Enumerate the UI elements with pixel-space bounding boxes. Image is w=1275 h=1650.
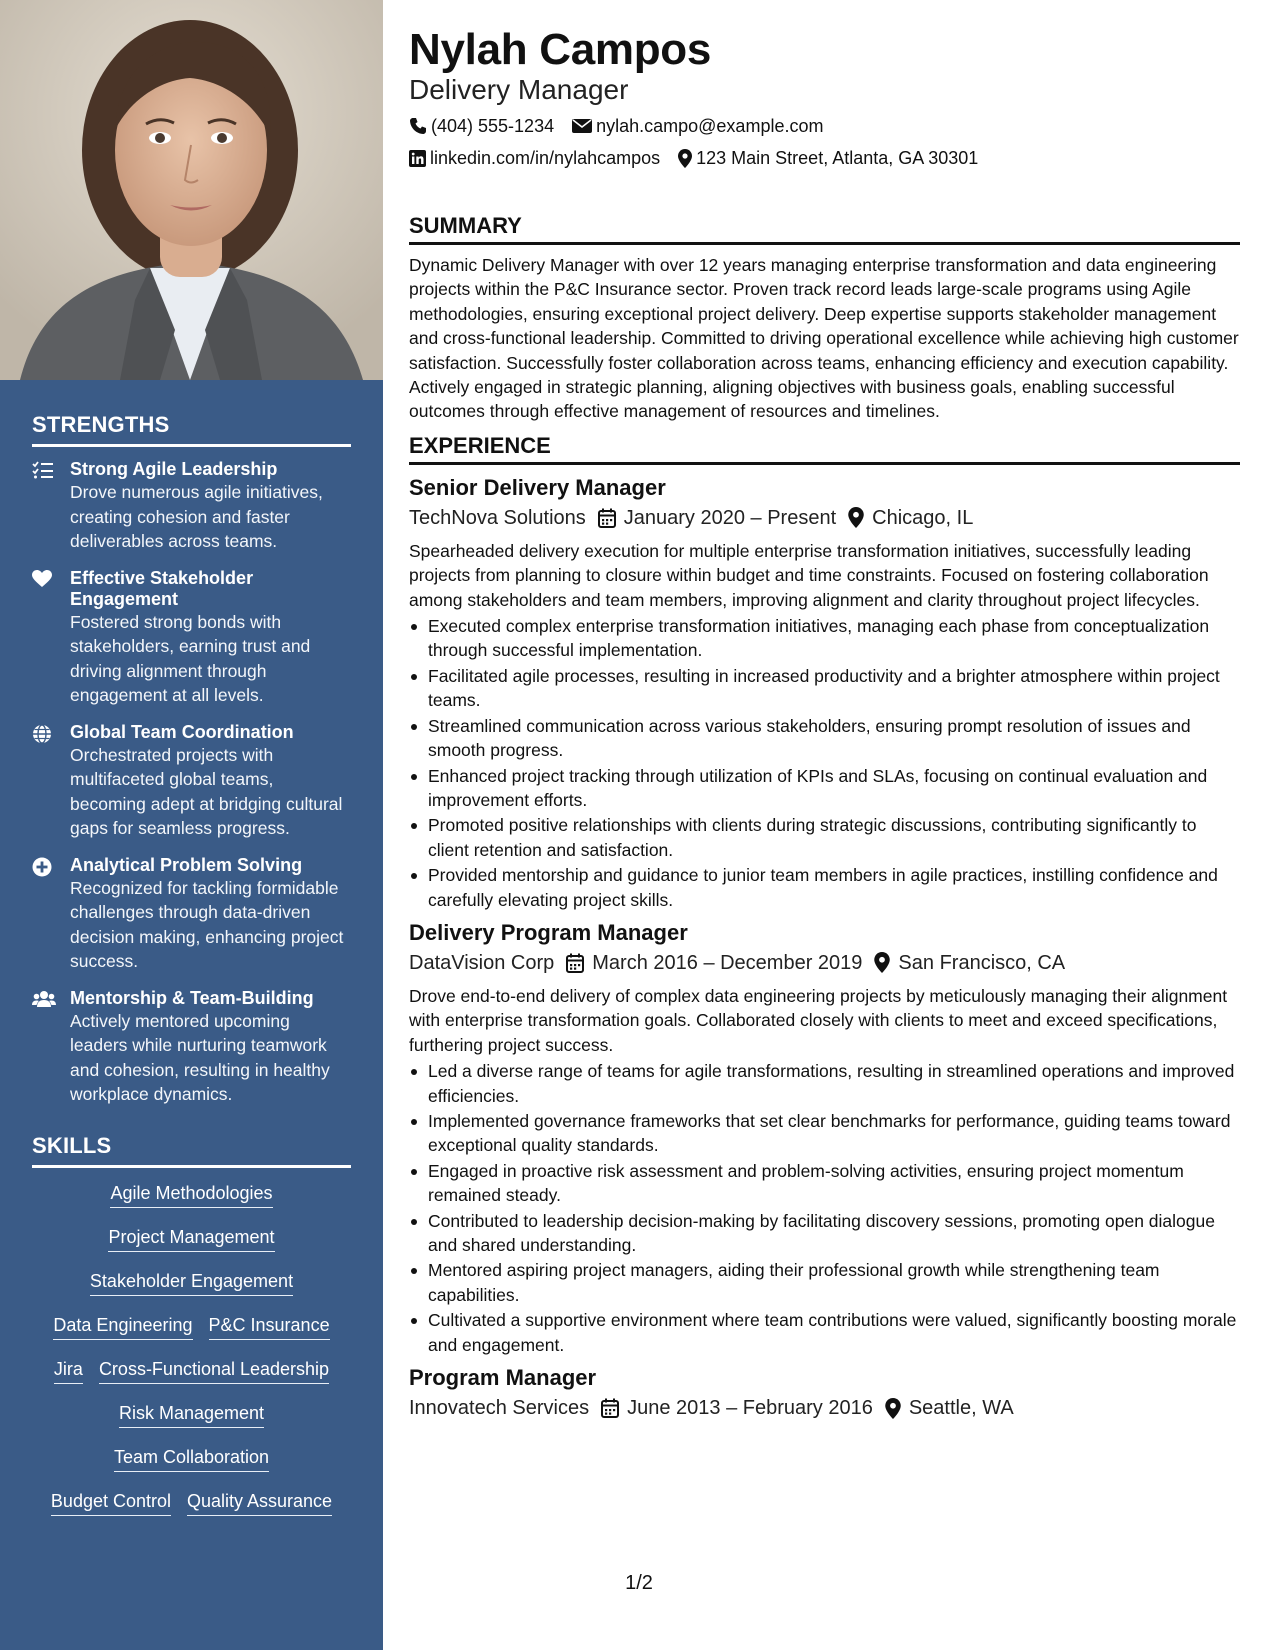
bullet-item: Cultivated a supportive environment where team contributions were valued, significantly boosting morale and engagement. (409, 1308, 1240, 1357)
job-location: San Francisco, CA (898, 951, 1066, 974)
strength-title: Mentorship & Team-Building (70, 987, 314, 1008)
bullet-item: Led a diverse range of teams for agile transformations, resulting in streamlined operations and improved efficiencies. (409, 1059, 1240, 1108)
bullet-item: Mentored aspiring project managers, aiding their professional growth while strengthening team capabilities. (409, 1258, 1240, 1307)
skill-tag: Team Collaboration (114, 1444, 269, 1472)
skills-heading: SKILLS (32, 1133, 351, 1168)
address-contact (678, 146, 978, 170)
linkedin-contact[interactable] (409, 146, 660, 170)
map-pin-icon (678, 149, 692, 168)
strength-desc: Orchestrated projects with multifaceted global teams, becoming adept at bridging cultural gaps for seamless progress. (70, 744, 343, 838)
strength-desc: Actively mentored upcoming leaders while nurturing teamwork and cohesion, resulting in healthy workplace dynamics. (70, 1010, 330, 1104)
strength-title: Analytical Problem Solving (70, 854, 303, 875)
job-description: Drove end-to-end delivery of complex data engineering projects by meticulously managing their alignment with enterprise transformation goals. Collaborated closely with clients to meet and exceed specifications, furthering project success. (409, 985, 1228, 1055)
strength-item (32, 855, 351, 974)
candidate-name: Nylah Campos (409, 25, 712, 74)
sidebar (0, 0, 383, 1650)
skill-tag: Quality Assurance (187, 1488, 332, 1516)
bullet-item: Streamlined communication across various stakeholders, ensuring prompt resolution of issues and smooth progress. (409, 714, 1240, 763)
skill-row (32, 1224, 351, 1252)
linkedin-icon (409, 150, 426, 167)
skill-tag: Budget Control (51, 1488, 171, 1516)
calendar-icon (566, 953, 584, 973)
page-number: 1/2 (625, 1572, 653, 1594)
strength-title: Strong Agile Leadership (70, 459, 278, 479)
globe-icon (32, 722, 70, 841)
strength-title: Effective Stakeholder Engagement (70, 567, 254, 609)
company-name: TechNova Solutions (409, 506, 586, 529)
job-description: Spearheaded delivery execution for multiple enterprise transformation initiatives, successfully leading projects from planning to closure within budget and time constraints. Focused on fostering collaboration among stakeholders and team members, improving alignment and clarity throughout project lifecycles. (409, 540, 1209, 610)
email-text: nylah.campo@example.com (596, 116, 824, 136)
bullet-item: Provided mentorship and guidance to junior team members in agile practices, instilling confidence and carefully elevating project skills. (409, 863, 1240, 912)
job-role: Delivery Program Manager (409, 919, 688, 945)
job-location: Chicago, IL (872, 506, 974, 529)
skill-tag: Jira (54, 1356, 83, 1384)
skill-row (32, 1356, 351, 1384)
skill-tag: Data Engineering (53, 1312, 192, 1340)
company-name: DataVision Corp (409, 951, 555, 974)
profile-photo (0, 0, 383, 380)
map-pin-icon (848, 507, 864, 528)
summary-text: Dynamic Delivery Manager with over 12 years managing enterprise transformation and data engineering projects within the P&C Insurance sector. Proven track record leads large-scale programs using Agile methodologies, ensuring exceptional project delivery. Deep expertise supports stakeholder management and cross-functional leadership. Committed to driving operational excellence while achieving high customer satisfaction. Successfully foster collaboration across teams, enhancing efficiency and execution capability. Actively engaged in strategic planning, aligning objectives with business goals, enabling successful outcomes through effective management of resources and timelines. (409, 255, 1239, 422)
candidate-title: Delivery Manager (409, 74, 629, 105)
email-contact[interactable] (572, 114, 823, 138)
strength-desc: Fostered strong bonds with stakeholders, earning trust and driving alignment through engagement at all levels. (70, 611, 311, 705)
sidebar-content (32, 412, 351, 1532)
heart-icon (32, 568, 70, 708)
map-pin-icon (885, 1398, 901, 1419)
contact-row (409, 146, 1240, 170)
job-dates: March 2016 – December 2019 (592, 951, 863, 974)
job-meta (409, 1393, 1240, 1423)
skill-row (32, 1268, 351, 1296)
plus-circle-icon (32, 855, 70, 974)
list-check-icon (32, 459, 70, 554)
bullet-item: Contributed to leadership decision-making by facilitating discovery sessions, promoting open dialogue and shared understanding. (409, 1209, 1240, 1258)
bullet-item: Executed complex enterprise transformation initiatives, managing each phase from conceptualization through successful implementation. (409, 614, 1240, 663)
skill-tag: Stakeholder Engagement (90, 1268, 293, 1296)
linkedin-text: linkedin.com/in/nylahcampos (430, 148, 661, 168)
strengths-heading: STRENGTHS (32, 412, 351, 447)
contact-row (409, 114, 1240, 138)
skill-row (32, 1444, 351, 1472)
skill-tag: Project Management (108, 1224, 274, 1252)
strength-item (32, 722, 351, 841)
address-text: 123 Main Street, Atlanta, GA 30301 (696, 148, 979, 168)
job-location: Seattle, WA (908, 1397, 1014, 1420)
experience-heading: EXPERIENCE (409, 432, 1240, 465)
bullet-item: Facilitated agile processes, resulting in increased productivity and a brighter atmosphere within project teams. (409, 664, 1240, 713)
map-pin-icon (874, 952, 890, 973)
company-name: Innovatech Services (409, 1397, 590, 1420)
summary-heading: SUMMARY (409, 212, 1240, 245)
job-bullets (409, 614, 1240, 912)
job-meta (409, 948, 1240, 978)
skill-row (32, 1180, 351, 1208)
job-meta (409, 503, 1240, 533)
skill-row (32, 1312, 351, 1340)
job-entry (409, 473, 1240, 912)
bullet-item: Engaged in proactive risk assessment and problem-solving activities, ensuring project momentum remained steady. (409, 1159, 1240, 1208)
job-role: Senior Delivery Manager (409, 474, 666, 500)
job-dates: June 2013 – February 2016 (627, 1397, 873, 1420)
job-dates: January 2020 – Present (623, 506, 837, 529)
envelope-icon (572, 118, 592, 134)
strength-item (32, 988, 351, 1107)
users-icon (32, 988, 70, 1107)
strength-title: Global Team Coordination (70, 721, 294, 742)
skill-tag: Risk Management (119, 1400, 264, 1428)
job-entry (409, 918, 1240, 1357)
phone-contact[interactable] (409, 114, 554, 138)
skill-tag: P&C Insurance (209, 1312, 330, 1340)
job-role: Program Manager (409, 1365, 597, 1391)
main-content (409, 24, 1240, 1429)
calendar-icon (601, 1398, 619, 1418)
skill-row (32, 1400, 351, 1428)
skill-tag: Cross-Functional Leadership (99, 1356, 329, 1384)
skill-row (32, 1488, 351, 1516)
job-bullets (409, 1059, 1240, 1357)
strength-desc: Drove numerous agile initiatives, creating cohesion and faster deliverables across teams. (70, 482, 323, 551)
strength-item (32, 568, 351, 708)
bullet-item: Implemented governance frameworks that set clear benchmarks for performance, guiding teams toward exceptional quality standards. (409, 1109, 1240, 1158)
bullet-item: Enhanced project tracking through utilization of KPIs and SLAs, focusing on continual evaluation and improvement efforts. (409, 764, 1240, 813)
phone-icon (409, 117, 427, 135)
strength-item (32, 459, 351, 554)
phone-text: (404) 555-1234 (431, 116, 555, 136)
calendar-icon (598, 508, 616, 528)
job-entry (409, 1363, 1240, 1423)
bullet-item: Promoted positive relationships with clients during strategic discussions, contributing significantly to client retention and satisfaction. (409, 813, 1240, 862)
skill-tag: Agile Methodologies (110, 1180, 272, 1208)
strength-desc: Recognized for tackling formidable challenges through data-driven decision making, enhancing project success. (70, 877, 344, 971)
